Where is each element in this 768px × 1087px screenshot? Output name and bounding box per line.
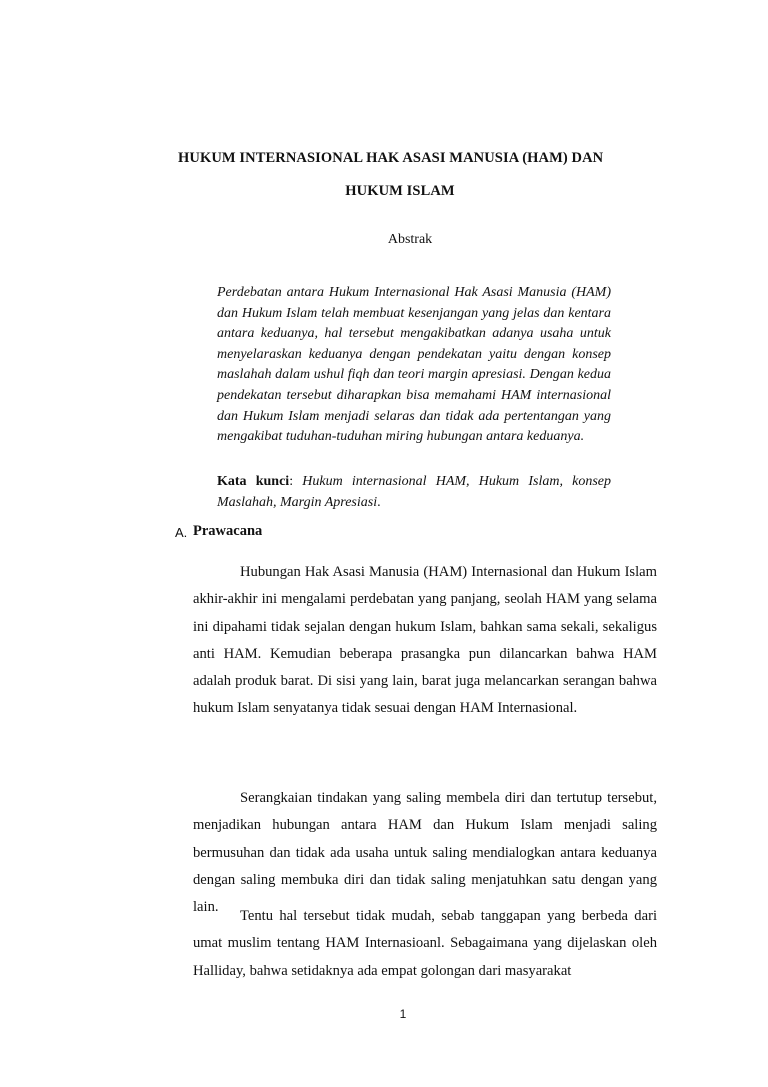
document-title-line-2: HUKUM ISLAM: [345, 183, 455, 199]
document-title-line-1: HUKUM INTERNASIONAL HAK ASASI MANUSIA (HAM) DAN: [178, 150, 604, 166]
keywords-end: .: [377, 494, 381, 510]
body-paragraph: Hubungan Hak Asasi Manusia (HAM) Internasional dan Hukum Islam akhir-akhir ini mengalami perdebatan yang panjang, seolah HAM yang selama ini dipahami tidak sejalan dengan hukum Islam, bahkan sama sekali, sekaligus anti HAM. Kemudian beberapa prasangka pun dilancarkan bahwa HAM adalah produk barat. Di sisi yang lain, barat juga melancarkan serangan bahwa hukum Islam senyatanya tidak sesuai dengan HAM Internasional.: [193, 564, 657, 717]
keywords-text: Hukum internasional HAM, Hukum Islam, konsep Maslahah, Margin Apresiasi: [217, 474, 612, 510]
section-letter: A.: [175, 525, 188, 540]
abstract-heading: Abstrak: [387, 232, 433, 247]
keywords: [217, 472, 611, 513]
keywords-separator: :: [289, 474, 303, 489]
keywords-label: Kata kunci: [217, 474, 290, 489]
section-title: Prawacana: [193, 523, 263, 539]
page-number: 1: [399, 1007, 407, 1021]
body-paragraph: Serangkaian tindakan yang saling membela diri dan tertutup tersebut, menjadikan hubungan antara HAM dan Hukum Islam menjadi saling bermusuhan dan tidak ada usaha untuk saling mendialogkan antara keduanya dengan saling membuka diri dan tidak saling menjatuhkan satu dengan yang lain.: [193, 790, 657, 916]
abstract-text: Perdebatan antara Hukum Internasional Hak Asasi Manusia (HAM) dan Hukum Islam telah membuat kesenjangan yang jelas dan kentara antara keduanya, hal tersebut mengakibatkan adanya usaha untuk menyelaraskan keduanya dengan pendekatan yaitu dengan konsep maslahah dalam ushul fiqh dan teori margin apresiasi. Dengan kedua pendekatan tersebut diharapkan bisa memahami HAM internasional dan Hukum Islam menjadi selaras dan tidak ada pertentangan yang mengakibat tuduhan-tuduhan miring hubungan antara keduanya.: [217, 285, 611, 445]
section-heading: [0, 523, 768, 547]
body-paragraph: Tentu hal tersebut tidak mudah, sebab tanggapan yang berbeda dari umat muslim tentang HAM Internasioanl. Sebagaimana yang dijelaskan oleh Halliday, bahwa setidaknya ada empat golongan dari masyarakat: [193, 908, 657, 979]
